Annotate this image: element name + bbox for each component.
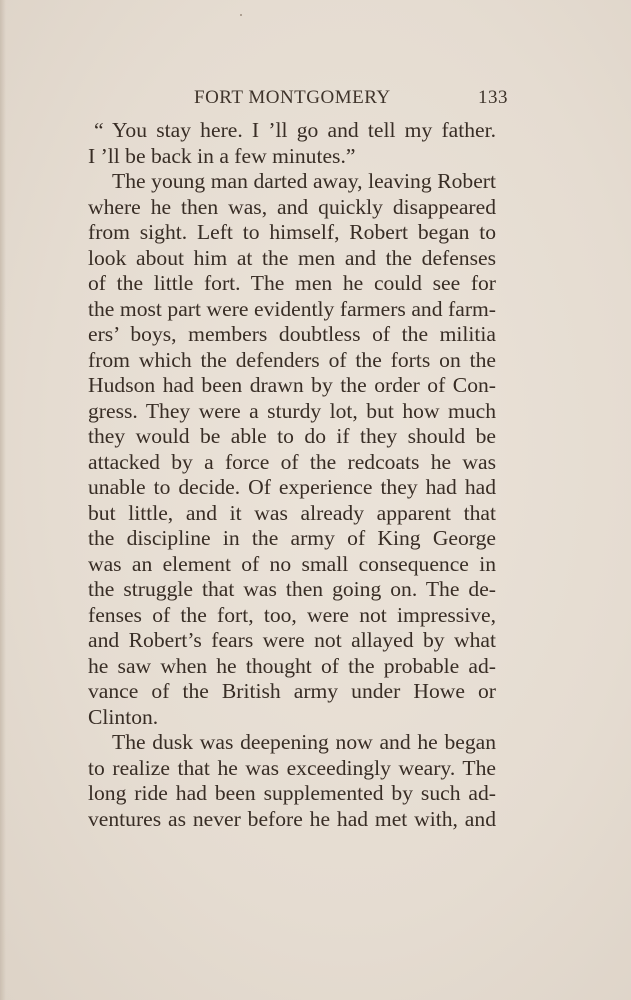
page-edge-shadow: [0, 0, 6, 1000]
text-line: I ’ll be back in a few minutes.”: [88, 143, 356, 168]
text-line: ventures as never before he had met with, and: [88, 806, 496, 831]
text-line: The young man darted away, leaving Robert: [112, 169, 496, 193]
text-line: Hudson had been drawn by the order of Con-: [88, 373, 496, 397]
text-line: unable to decide. Of experience they had had: [88, 475, 496, 499]
text-line: from sight. Left to himself, Robert began to: [88, 220, 496, 244]
running-head: [88, 87, 508, 111]
text-line: “ You stay here. I ’ll go and tell my father.: [94, 118, 496, 142]
running-title: FORT MONTGOMERY: [194, 87, 391, 108]
text-line: vance of the British army under Howe or: [88, 679, 496, 703]
text-line: The dusk was deepening now and he began: [112, 730, 496, 754]
text-line: where he then was, and quickly disappeared: [88, 194, 496, 219]
page-number: 133: [478, 87, 508, 108]
text-line: they would be able to do if they should be: [88, 424, 496, 448]
text-line: ers’ boys, members doubtless of the militia: [88, 322, 496, 346]
text-line: but little, and it was already apparent that: [88, 500, 496, 525]
text-line: the most part were evidently farmers and farm-: [88, 296, 496, 321]
text-line: to realize that he was exceedingly weary. The: [88, 755, 496, 780]
text-line: gress. They were a sturdy lot, but how much: [88, 398, 496, 423]
paper-speck: [240, 14, 242, 16]
text-line: and Robert’s fears were not allayed by what: [88, 628, 496, 652]
text-line: from which the defenders of the forts on the: [88, 347, 496, 372]
text-line: long ride had been supplemented by such ad-: [88, 781, 496, 805]
text-line: Clinton.: [88, 704, 159, 729]
text-line: was an element of no small consequence in: [88, 551, 496, 576]
text-line: he saw when he thought of the probable ad-: [88, 653, 496, 678]
text-line: the discipline in the army of King George: [88, 526, 496, 550]
text-line: attacked by a force of the redcoats he was: [88, 449, 496, 474]
text-line: of the little fort. The men he could see for: [88, 271, 496, 295]
text-line: fenses of the fort, too, were not impressive,: [88, 602, 496, 627]
text-line: look about him at the men and the defenses: [88, 245, 496, 270]
body-text: [88, 118, 496, 832]
text-line: the struggle that was then going on. The de-: [88, 577, 496, 601]
